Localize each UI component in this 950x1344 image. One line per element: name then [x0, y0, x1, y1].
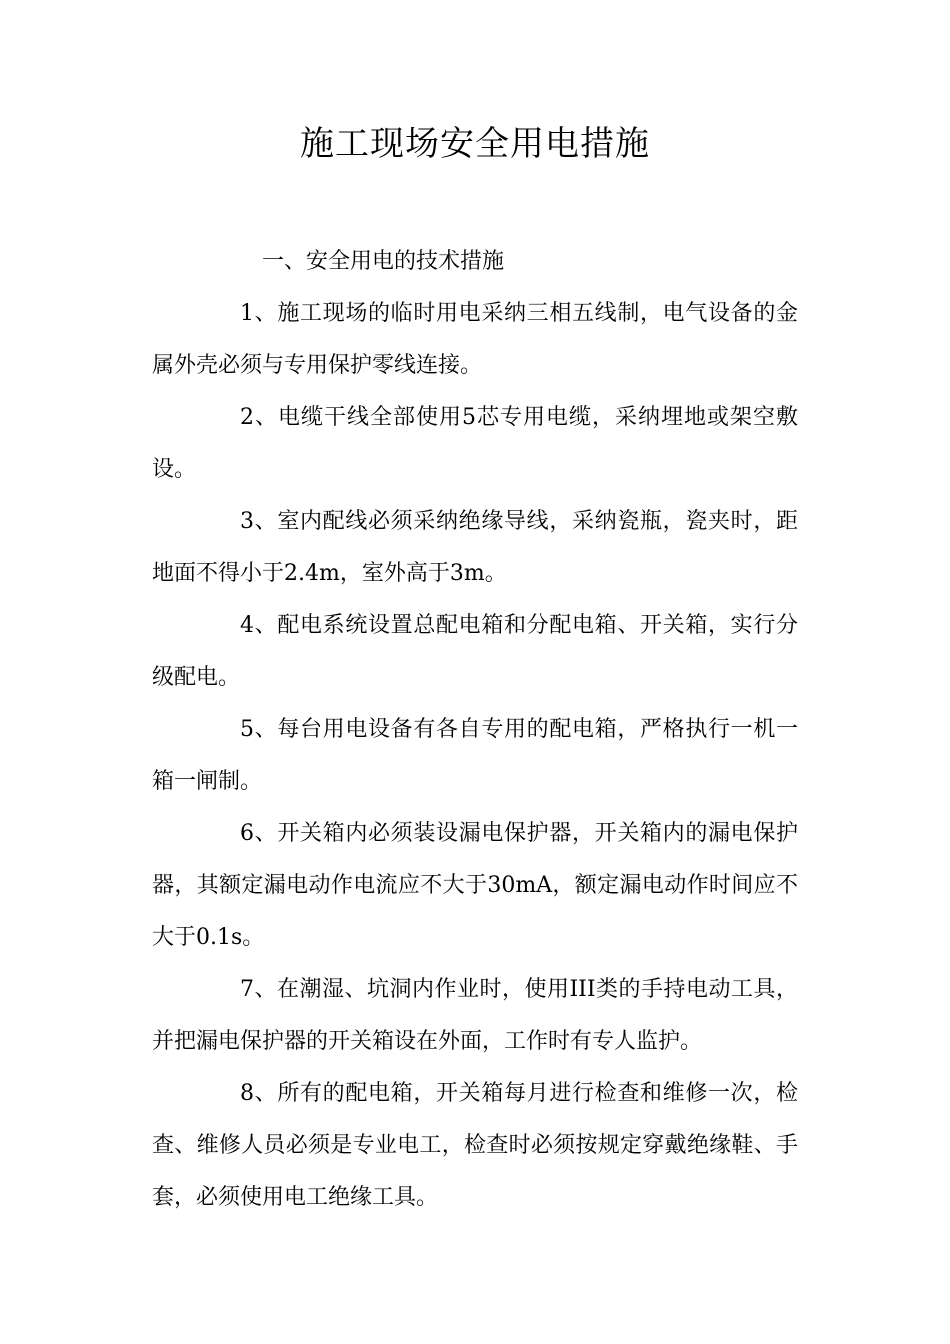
document-body	[152, 236, 798, 1224]
list-item: 4、配电系统设置总配电箱和分配电箱、开关箱，实行分级配电。	[152, 613, 798, 690]
list-item: 7、在潮湿、坑洞内作业时，使用III类的手持电动工具，并把漏电保护器的开关箱设在外面，工作时有专人监护。	[152, 977, 798, 1054]
list-item: 8、所有的配电箱，开关箱每月进行检查和维修一次，检查、维修人员必须是专业电工，检查时必须按规定穿戴绝缘鞋、手套，必须使用电工绝缘工具。	[152, 1081, 798, 1210]
list-item: 2、电缆干线全部使用5芯专用电缆，采纳埋地或架空敷设。	[152, 405, 798, 482]
document-title: 施工现场安全用电措施	[300, 124, 650, 164]
list-item: 3、室内配线必须采纳绝缘导线，采纳瓷瓶，瓷夹时，距地面不得小于2.4m，室外高于3m。	[152, 509, 798, 586]
list-item: 1、施工现场的临时用电采纳三相五线制，电气设备的金属外壳必须与专用保护零线连接。	[152, 301, 798, 378]
section-heading: 一、安全用电的技术措施	[262, 249, 505, 274]
list-item: 5、每台用电设备有各自专用的配电箱，严格执行一机一箱一闸制。	[152, 717, 798, 794]
list-item: 6、开关箱内必须装设漏电保护器，开关箱内的漏电保护器，其额定漏电动作电流应不大于30mA，额定漏电动作时间应不大于0.1s。	[152, 821, 798, 950]
